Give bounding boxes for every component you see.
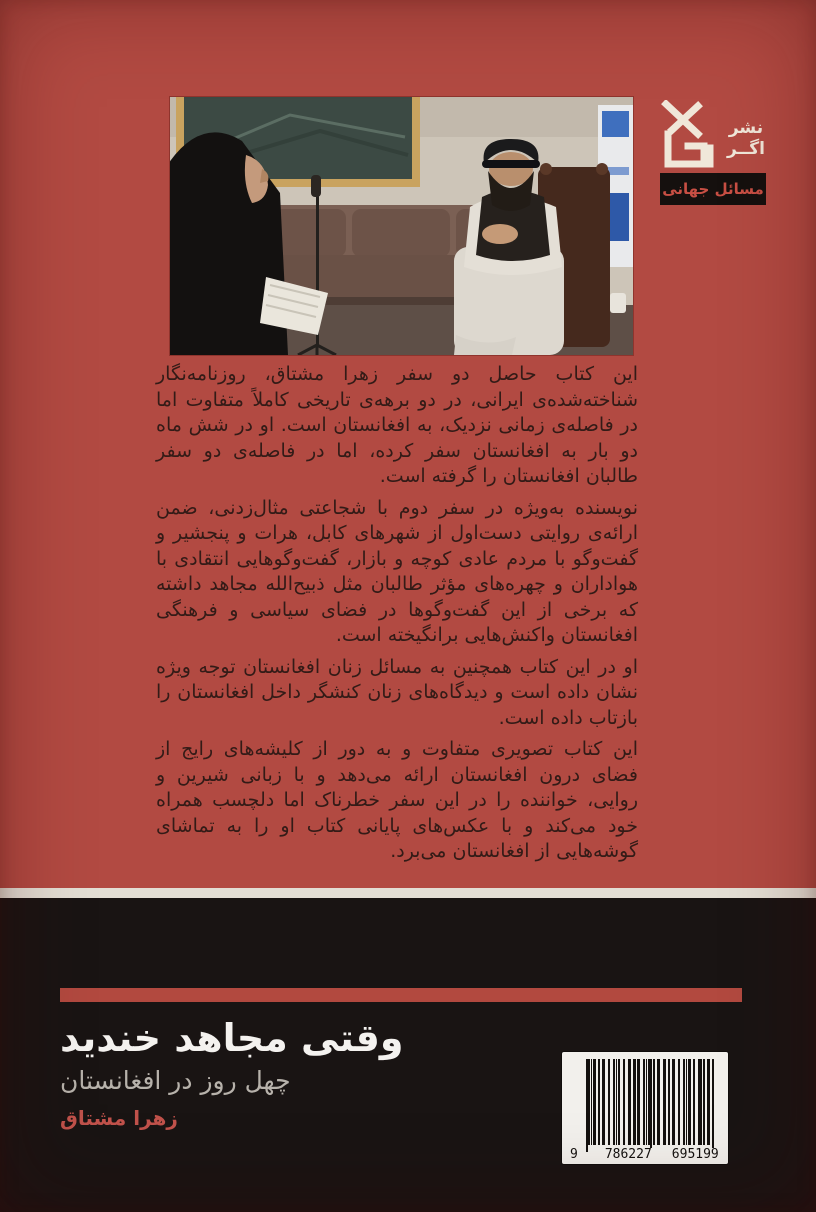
publisher-name-line1: نشر xyxy=(728,118,764,138)
barcode-guard xyxy=(586,1059,588,1152)
barcode-guard xyxy=(650,1059,652,1152)
synopsis-paragraph: نویسنده به‌ویژه در سفر دوم با شجاعتی مثال‌زدنی، ضمن ارائه‌ی روایتی دست‌اول از شهرهای کابل، هرات و پنجشیر و گفت‌وگو با مردم عادی کوچه و بازار، گفت‌وگوهایی انتقادی با هواداران و چهره‌های مؤثر طالبان مثل ذبیح‌الله مجاهد داشته که برخی از این گفت‌وگوها در فضای سیاسی و فرهنگی افغانستان واکنش‌هایی برانگیخته است. xyxy=(156,496,638,646)
footer-panel xyxy=(0,898,816,1212)
barcode-group-right: 695199 xyxy=(669,1148,722,1161)
accent-bar xyxy=(60,988,742,1002)
barcode-group-mid: 786227 xyxy=(602,1148,655,1161)
synopsis-paragraph: این کتاب تصویری متفاوت و به دور از کلیشه‌های رایج از فضای درون افغانستان ارائه می‌دهد و با زبانی شیرین و روایی، خواننده را در این سفر خطرناک اما دلچسب همراه خود می‌کند و با عکس‌های پایانی کتاب او را به تماشای گوشه‌هایی از افغانستان می‌برد. xyxy=(156,738,638,862)
barcode xyxy=(562,1052,728,1164)
publisher-name-line2: اگــر xyxy=(727,139,765,159)
synopsis-paragraph: این کتاب حاصل دو سفر زهرا مشتاق، روزنامه‌نگار شناخته‌شده‌ی ایرانی، در دو برهه‌ی تاریخی کاملاً متفاوت اما در فاصله‌ی زمانی نزدیک، به افغانستان است. او در شش ماه دو بار به افغانستان سفر کرده، اما در فاصله‌ی دو سفر طالبان افغانستان را گرفته است. xyxy=(156,363,638,487)
book-subtitle: چهل روز در افغانستان xyxy=(60,1066,291,1095)
cup xyxy=(610,293,626,313)
divider-strip xyxy=(0,888,816,898)
book-title: وقتی مجاهد خندید xyxy=(60,1016,404,1060)
barcode-guard xyxy=(712,1059,714,1152)
title-block xyxy=(60,1016,403,1132)
publisher-name xyxy=(718,118,774,160)
series-badge: مسائل جهانی xyxy=(660,173,766,205)
publisher-logo-mark-icon xyxy=(652,100,718,172)
cover-photo xyxy=(170,97,633,355)
barcode-number xyxy=(562,1148,728,1161)
synopsis xyxy=(156,362,638,871)
barcode-digit-left: 9 xyxy=(570,1147,578,1162)
interview-scene xyxy=(170,97,633,355)
synopsis-paragraph: او در این کتاب همچنین به مسائل زنان افغانستان توجه ویژه نشان داده است و دیدگاه‌های زنان کنشگر داخل افغانستان را بازتاب داده است. xyxy=(156,655,638,729)
book-author: زهرا مشتاق xyxy=(60,1106,178,1130)
